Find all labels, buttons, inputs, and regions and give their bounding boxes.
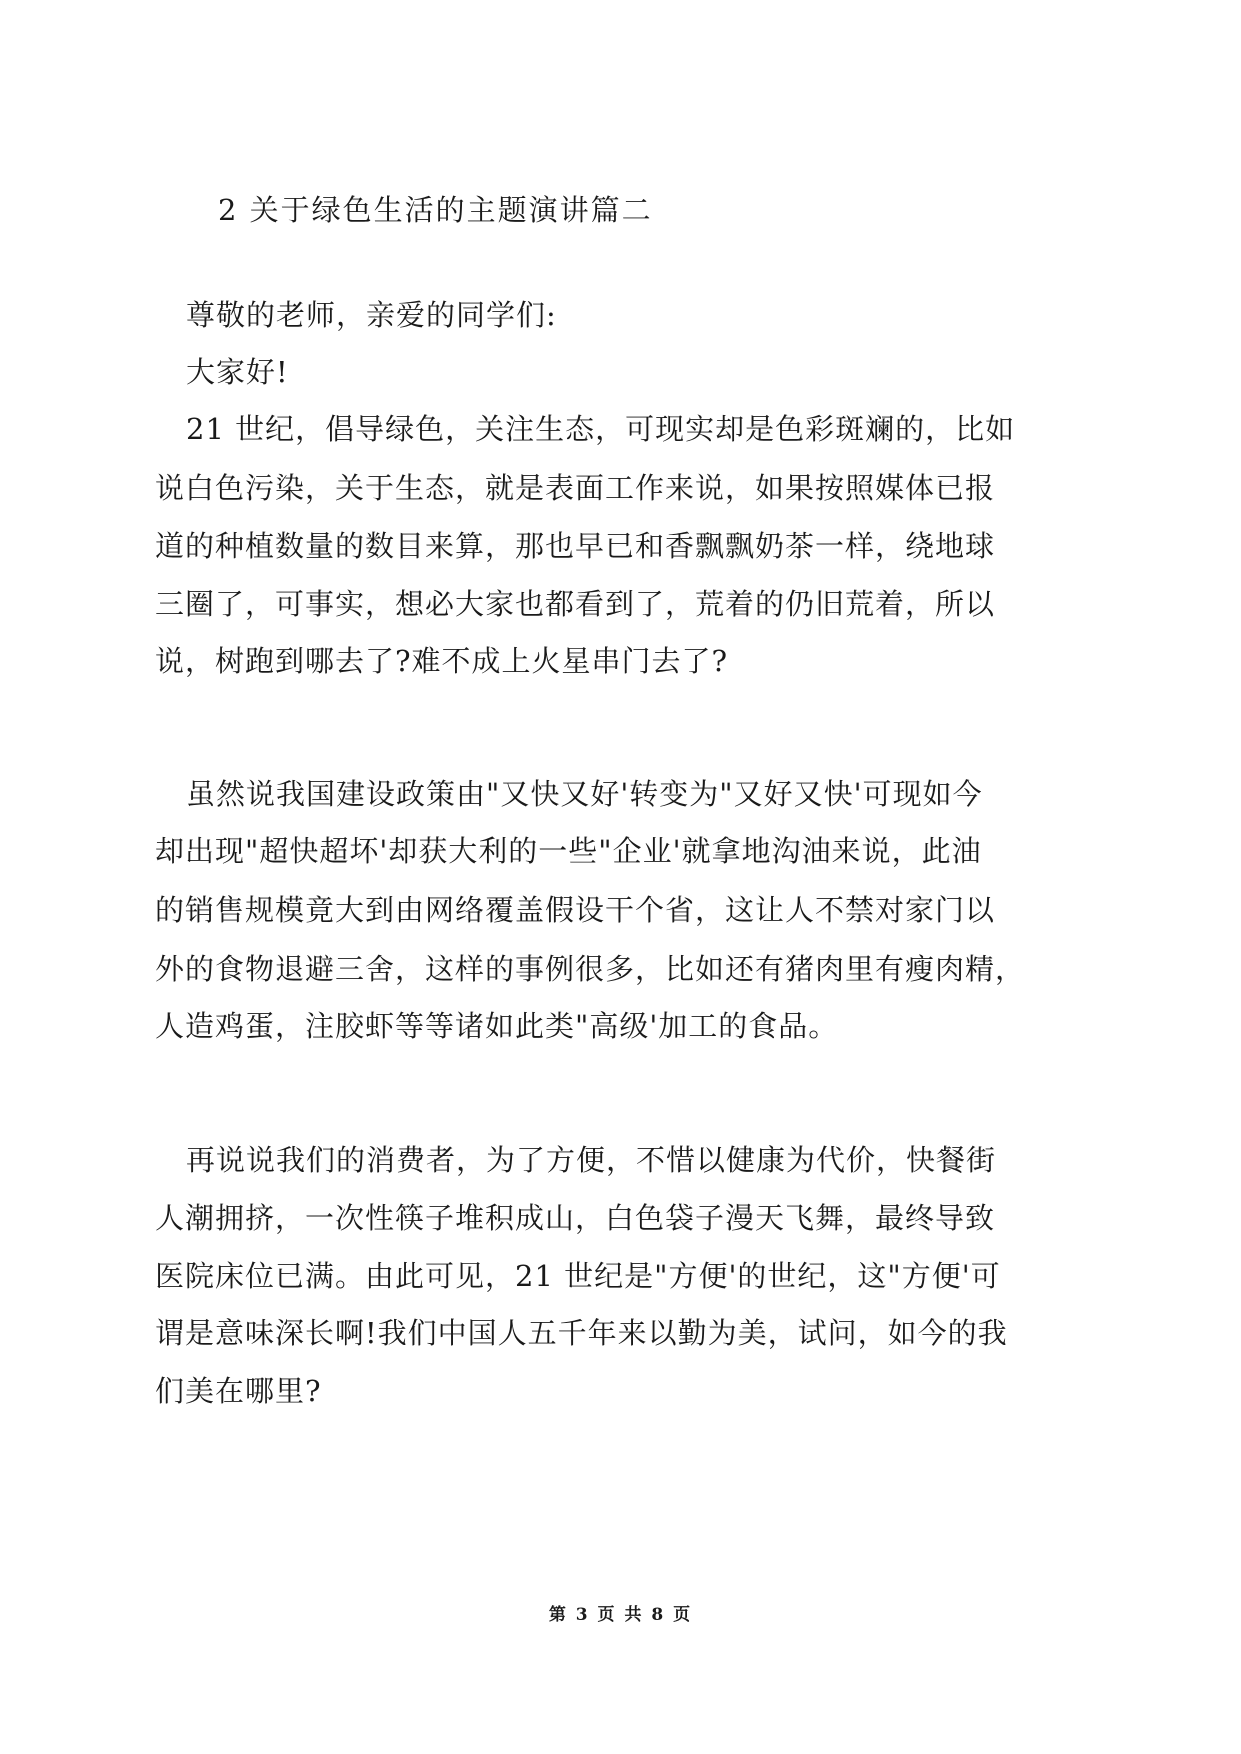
paragraph-1-line-2: 说白色污染，关于生态，就是表面工作来说，如果按照媒体已报	[155, 471, 996, 505]
paragraph-2-line-3: 的销售规模竟大到由网络覆盖假设干个省，这让人不禁对家门以	[155, 893, 996, 927]
paragraph-1-line-3: 道的种植数量的数目来算，那也早已和香飘飘奶茶一样，绕地球	[155, 529, 996, 563]
paragraph-3-line-2: 人潮拥挤，一次性筷子堆积成山，白色袋子漫天飞舞，最终导致	[155, 1201, 996, 1235]
paragraph-3-line-4: 谓是意味深长啊!我们中国人五千年来以勤为美，试问，如今的我	[155, 1316, 1008, 1350]
paragraph-2-line-5: 人造鸡蛋，注胶虾等等诸如此类"高级'加工的食品。	[155, 1009, 839, 1043]
hello-line: 大家好!	[186, 355, 289, 389]
paragraph-1-line-1: 21 世纪，倡导绿色，关注生态，可现实却是色彩斑斓的，比如	[186, 412, 1016, 446]
paragraph-3-line-3: 医院床位已满。由此可见，21 世纪是"方便'的世纪，这"方便'可	[155, 1259, 1001, 1293]
paragraph-2-line-1: 虽然说我国建设政策由"又快又好'转变为"又好又快'可现如今	[186, 777, 983, 811]
greeting-line: 尊敬的老师，亲爱的同学们:	[186, 298, 557, 332]
paragraph-2-line-2: 却出现"超快超坏'却获大利的一些"企业'就拿地沟油来说，此油	[155, 834, 982, 868]
paragraph-1-line-5: 说，树跑到哪去了?难不成上火星串门去了?	[155, 644, 729, 678]
paragraph-2-line-4: 外的食物退避三舍，这样的事例很多，比如还有猪肉里有瘦肉精，	[155, 952, 1026, 986]
paragraph-1-line-4: 三圈了，可事实，想必大家也都看到了，荒着的仍旧荒着，所以	[155, 587, 996, 621]
page-indicator: 第 3 页 共 8 页	[548, 1605, 693, 1625]
section-heading: 2 关于绿色生活的主题演讲篇二	[218, 193, 653, 227]
paragraph-3-line-5: 们美在哪里?	[155, 1374, 322, 1408]
paragraph-3-line-1: 再说说我们的消费者，为了方便，不惜以健康为代价，快餐街	[186, 1143, 997, 1177]
